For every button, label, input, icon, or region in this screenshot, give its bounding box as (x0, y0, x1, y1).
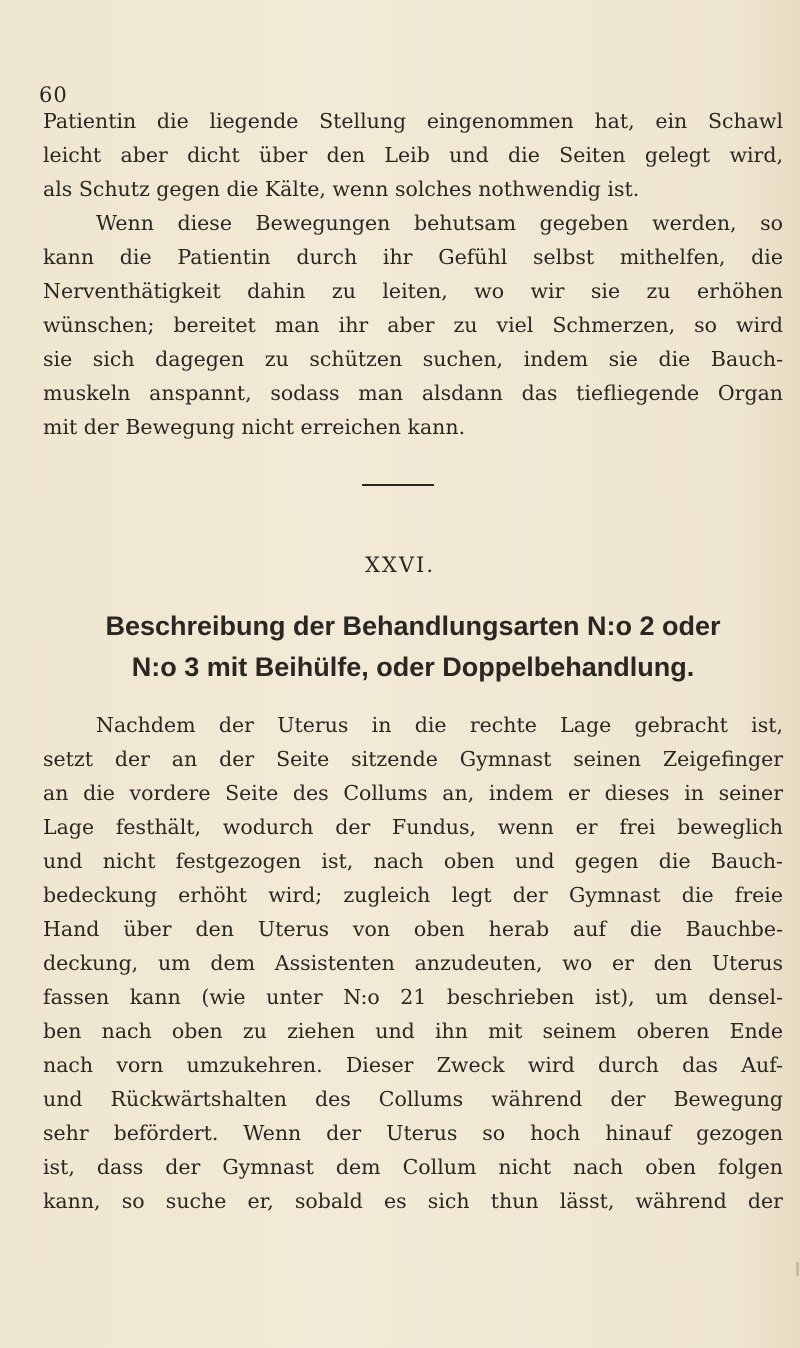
text-line: Nerventhätigkeit dahin zu leiten, wo wir sie zu erhöhen (43, 279, 783, 303)
section-number: XXVI. (364, 553, 436, 577)
text-line: an die vordere Seite des Collums an, indem er dieses in seiner (43, 781, 783, 805)
text-line: bedeckung erhöht wird; zugleich legt der Gymnast die freie (43, 883, 783, 907)
text-line: Wenn diese Bewegungen behutsam gegeben werden, so (96, 211, 783, 235)
text-block-bottom (43, 708, 783, 1218)
section-divider (362, 484, 434, 486)
text-line: als Schutz gegen die Kälte, wenn solches nothwendig ist. (43, 177, 640, 201)
text-line: wünschen; bereitet man ihr aber zu viel Schmerzen, so wird (43, 313, 783, 337)
text-line: sehr befördert. Wenn der Uterus so hoch hinauf gezogen (43, 1121, 783, 1145)
text-line: Hand über den Uterus von oben herab auf die Bauchbe- (43, 917, 783, 941)
section-title-line-1: Beschreibung der Behandlungsarten N:o 2 oder (105, 611, 721, 641)
paper-speck (796, 1262, 799, 1276)
page-number: 60 (39, 83, 68, 107)
text-line: setzt der an der Seite sitzende Gymnast seinen Zeigefinger (43, 747, 783, 771)
text-line: kann die Patientin durch ihr Gefühl selbst mithelfen, die (43, 245, 783, 269)
text-line: ist, dass der Gymnast dem Collum nicht nach oben folgen (43, 1155, 783, 1179)
text-line: Nachdem der Uterus in die rechte Lage gebracht ist, (96, 713, 783, 737)
text-line: und nicht festgezogen ist, nach oben und gegen die Bauch- (43, 849, 783, 873)
text-line: kann, so suche er, sobald es sich thun lässt, während der (43, 1189, 783, 1213)
section-title-line-2: N:o 3 mit Beihülfe, oder Doppelbehandlung. (131, 652, 695, 682)
text-line: muskeln anspannt, sodass man alsdann das tiefliegende Organ (43, 381, 783, 405)
text-line: mit der Bewegung nicht erreichen kann. (43, 415, 466, 439)
text-line: ben nach oben zu ziehen und ihn mit seinem oberen Ende (43, 1019, 783, 1043)
text-line: deckung, um dem Assistenten anzudeuten, wo er den Uterus (43, 951, 783, 975)
text-line: nach vorn umzukehren. Dieser Zweck wird durch das Auf- (43, 1053, 783, 1077)
text-line: fassen kann (wie unter N:o 21 beschrieben ist), um densel- (43, 985, 783, 1009)
text-block-top (43, 104, 783, 444)
text-line: und Rückwärtshalten des Collums während der Bewegung (43, 1087, 783, 1111)
text-line: leicht aber dicht über den Leib und die Seiten gelegt wird, (43, 143, 783, 167)
text-line: sie sich dagegen zu schützen suchen, indem sie die Bauch- (43, 347, 783, 371)
text-line: Lage festhält, wodurch der Fundus, wenn er frei beweglich (43, 815, 783, 839)
text-line: Patientin die liegende Stellung eingenommen hat, ein Schawl (43, 109, 783, 133)
